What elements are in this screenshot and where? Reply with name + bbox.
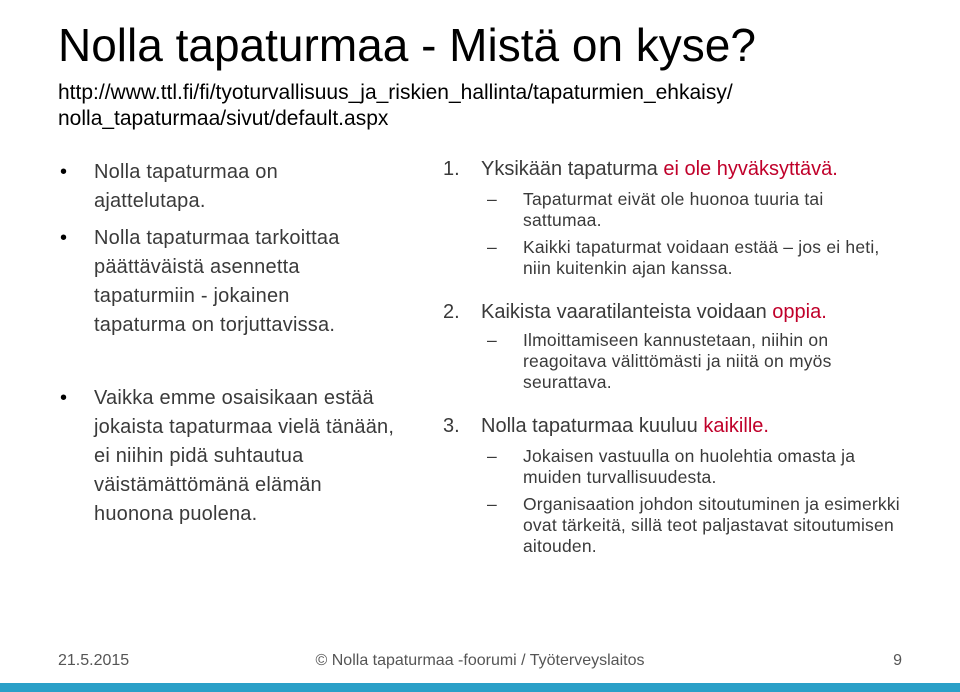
dash-marker: – [487, 237, 497, 257]
sub-text: Organisaation johdon sitoutuminen ja esimerkki ovat tärkeitä, sillä teot paljastavat sitoutumisen aitouden. [523, 494, 900, 556]
sub-text: Jokaisen vastuulla on huolehtia omasta ja muiden turvallisuudesta. [523, 446, 856, 487]
footer-date: 21.5.2015 [58, 652, 130, 669]
bottom-accent-bar [0, 683, 960, 692]
point-text: Yksikään tapaturma [481, 158, 664, 180]
dash-marker: – [487, 494, 497, 514]
dash-marker: – [487, 330, 497, 350]
sub-text: Tapaturmat eivät ole huonoa tuuria tai sattumaa. [523, 189, 824, 230]
point-highlight: ei ole hyväksyttävä. [663, 158, 838, 180]
source-url-line-2[interactable]: nolla_tapaturmaa/sivut/default.aspx [58, 107, 389, 130]
bullet-dot-icon: • [60, 227, 68, 249]
sub-item [443, 330, 903, 393]
point-number: 2. [443, 301, 460, 323]
sub-text: Kaikki tapaturmat voidaan estää – jos ei heti, niin kuitenkin ajan kanssa. [523, 237, 880, 278]
dash-marker: – [487, 189, 497, 209]
point-3-heading [443, 413, 923, 440]
point-1-heading [443, 156, 923, 183]
slide-title: Nolla tapaturmaa - Mistä on kyse? [58, 19, 756, 71]
sub-item [443, 446, 903, 488]
bullet-dot-icon: • [60, 161, 68, 183]
point-highlight: kaikille. [703, 415, 769, 437]
point-number: 1. [443, 158, 460, 180]
footer-copyright: © Nolla tapaturmaa -foorumi / Työterveyslaitos [315, 652, 645, 669]
point-text: Nolla tapaturmaa kuuluu [481, 415, 704, 437]
left-bullet-list [58, 158, 418, 529]
bullet-item [58, 158, 344, 216]
page-number: 9 [893, 652, 902, 669]
numbered-points [443, 156, 923, 557]
bullet-text: Nolla tapaturmaa on ajattelutapa. [94, 161, 278, 212]
bullet-item [58, 384, 404, 529]
point-2-heading [443, 299, 923, 326]
source-url-line-1[interactable]: http://www.ttl.fi/fi/tyoturvallisuus_ja_riskien_hallinta/tapaturmien_ehkaisy/ [58, 81, 733, 104]
bullet-item [58, 224, 384, 340]
bullet-dot-icon: • [60, 387, 68, 409]
point-text: Kaikista vaaratilanteista voidaan [481, 301, 773, 323]
sub-item [443, 189, 883, 231]
sub-item [443, 237, 883, 279]
source-url[interactable] [58, 80, 898, 132]
point-highlight: oppia. [772, 301, 827, 323]
sub-item [443, 494, 903, 557]
bullet-text: Nolla tapaturmaa tarkoittaa päättäväistä asennetta tapaturmiin - jokainen tapaturma on torjuttavissa. [94, 227, 340, 336]
dash-marker: – [487, 446, 497, 466]
point-number: 3. [443, 415, 460, 437]
bullet-text: Vaikka emme osaisikaan estää jokaista tapaturmaa vielä tänään, ei niihin pidä suhtautua väistämättömänä elämän huonona puolena. [94, 387, 395, 525]
sub-text: Ilmoittamiseen kannustetaan, niihin on reagoitava välittömästi ja niitä on myös seurattava. [523, 330, 832, 392]
slide-footer [0, 648, 960, 674]
